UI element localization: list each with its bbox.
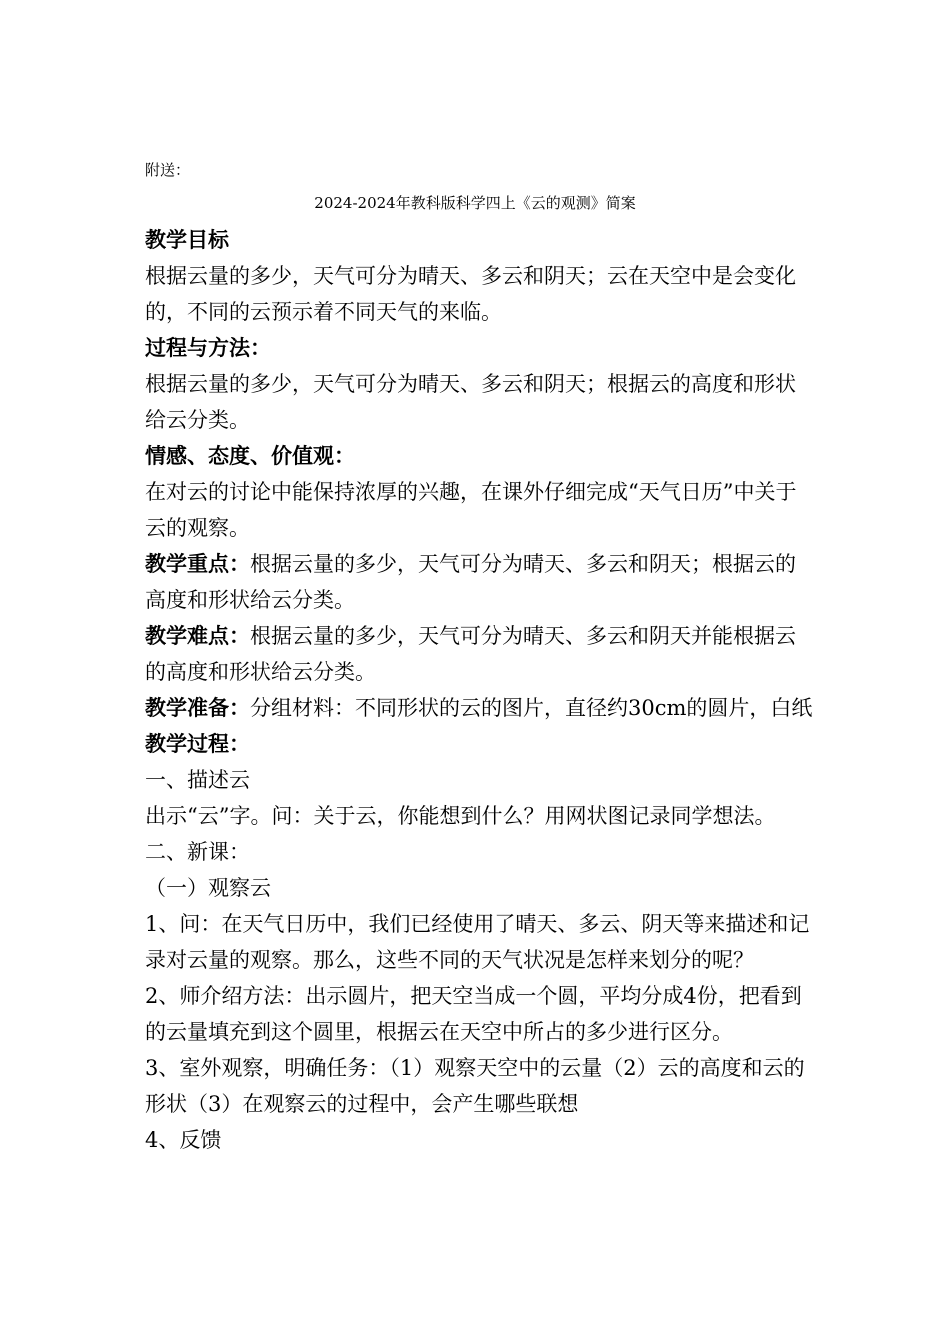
key-points-text: 根据云量的多少，天气可分为晴天、多云和阴天；根据云的高度和形状给云分类。 [145, 552, 796, 612]
key-points-paragraph [145, 546, 815, 618]
procedure-item-3: 3、室外观察，明确任务：（1）观察天空中的云量（2）云的高度和云的形状（3）在观察云的过程中，会产生哪些联想 [145, 1056, 805, 1116]
procedure-item-2: 2、师介绍方法：出示圆片，把天空当成一个圆，平均分成4份，把看到的云量填充到这个圆里，根据云在天空中所占的多少进行区分。 [145, 984, 802, 1044]
document-title: 2024-2024年教科版科学四上《云的观测》简案 [314, 194, 636, 212]
step2-subtitle: （一）观察云 [145, 876, 271, 900]
difficulty-label: 教学难点： [145, 624, 250, 648]
step1-text: 出示“云”字。问：关于云，你能想到什么？用网状图记录同学想法。 [145, 804, 776, 828]
goals-heading: 教学目标 [145, 228, 229, 252]
attitude-heading: 情感、态度、价值观： [145, 444, 355, 468]
document-body [145, 222, 815, 1158]
difficulty-paragraph [145, 618, 815, 690]
procedure-heading: 教学过程： [145, 732, 250, 756]
difficulty-text: 根据云量的多少，天气可分为晴天、多云和阴天并能根据云的高度和形状给云分类。 [145, 624, 796, 684]
attitude-text: 在对云的讨论中能保持浓厚的兴趣，在课外仔细完成“天气日历”中关于云的观察。 [145, 480, 797, 540]
preparation-label: 教学准备： [145, 696, 250, 720]
attachment-note: 附送： [145, 161, 191, 179]
process-heading: 过程与方法： [145, 336, 271, 360]
goals-text: 根据云量的多少，天气可分为晴天、多云和阴天；云在天空中是会变化的，不同的云预示着不同天气的来临。 [145, 264, 796, 324]
procedure-item-4: 4、反馈 [145, 1128, 222, 1152]
preparation-paragraph [145, 690, 815, 726]
step2-title: 二、新课： [145, 840, 250, 864]
procedure-item-1: 1、问：在天气日历中，我们已经使用了晴天、多云、阴天等来描述和记录对云量的观察。那么，这些不同的天气状况是怎样来划分的呢？ [145, 912, 810, 972]
preparation-text: 分组材料：不同形状的云的图片，直径约30cm的圆片，白纸 [250, 696, 813, 720]
process-text: 根据云量的多少，天气可分为晴天、多云和阴天；根据云的高度和形状给云分类。 [145, 372, 796, 432]
key-points-label: 教学重点： [145, 552, 250, 576]
step1-title: 一、描述云 [145, 768, 250, 792]
